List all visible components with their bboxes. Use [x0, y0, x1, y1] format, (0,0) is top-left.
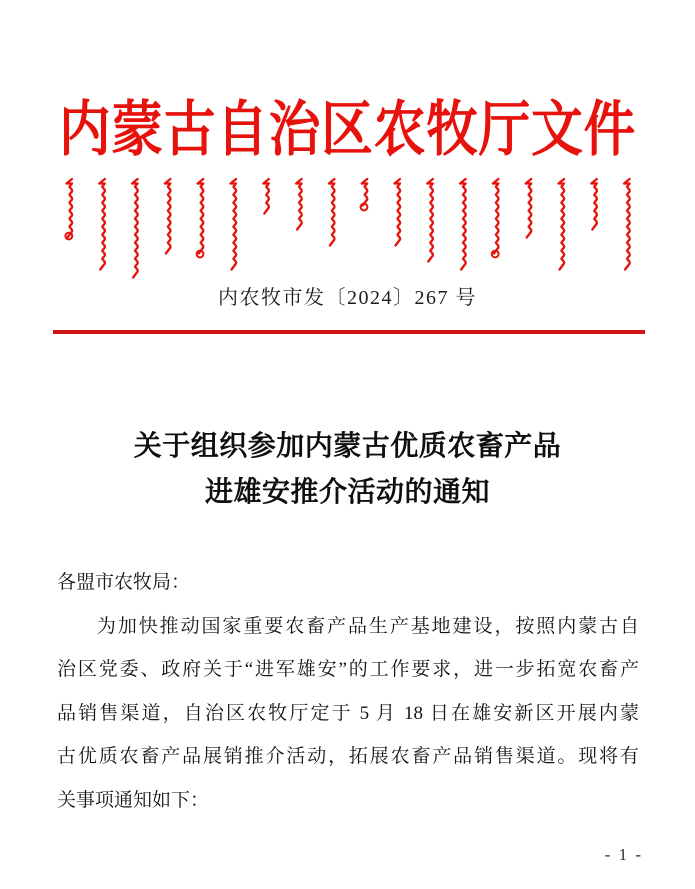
notice-title-line-1: 关于组织参加内蒙古优质农畜产品 [133, 431, 562, 462]
agency-letterhead-text: 内蒙古自治区农牧厅文件 [58, 97, 637, 163]
body-line: 为加快推动国家重要农畜产品生产基地建设，按照内蒙古自 [96, 615, 639, 637]
body-line: 古优质农畜产品展销推介活动，拓展农畜产品销售渠道。现将有 [57, 746, 639, 767]
document-number: 内农牧市发〔2024〕267 号 [218, 287, 477, 309]
body-line: 品销售渠道，自治区农牧厅定于 5 月 18 日在雄安新区开展内蒙 [57, 702, 639, 724]
salutation: 各盟市农牧局： [57, 572, 191, 593]
notice-body [57, 561, 639, 822]
agency-letterhead-title [0, 94, 695, 166]
body-paragraph [57, 605, 639, 823]
page-number: - 1 - [604, 845, 643, 864]
notice-title [0, 424, 695, 516]
mongolian-script-decoration [64, 176, 630, 288]
notice-title-line-2: 进雄安推介活动的通知 [204, 477, 490, 508]
body-line: 治区党委、政府关于“进军雄安”的工作要求，进一步拓宽农畜产 [57, 659, 639, 680]
body-line: 关事项通知如下： [57, 789, 210, 811]
mongolian-script-svg [64, 176, 630, 288]
red-divider-rule [53, 330, 645, 334]
